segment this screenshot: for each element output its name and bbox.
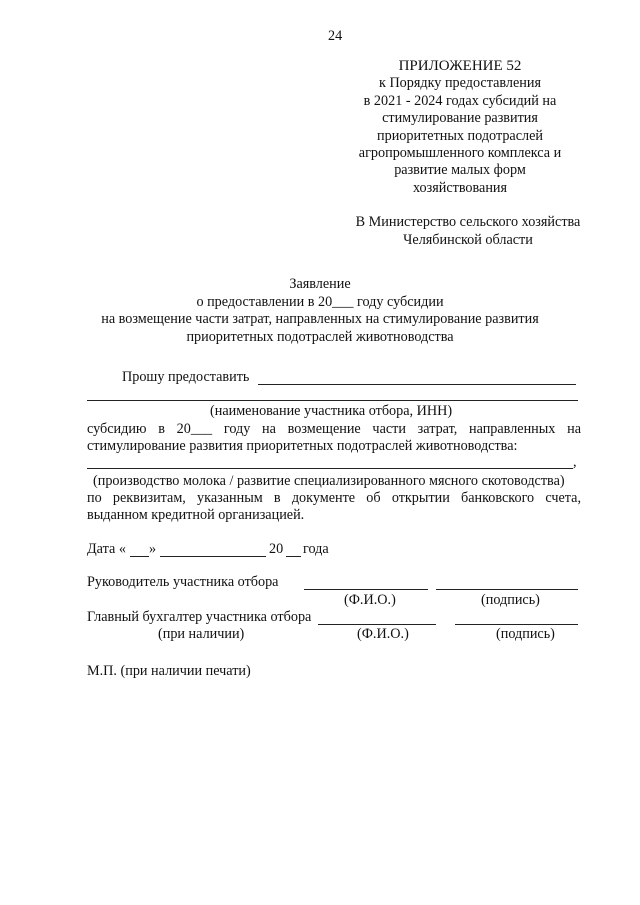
accountant-sign-field[interactable] — [455, 624, 578, 625]
addressee-line: Челябинской области — [403, 231, 533, 248]
head-label: Руководитель участника отбора — [87, 574, 279, 590]
addressee-block — [352, 214, 584, 249]
head-sign-field[interactable] — [436, 589, 578, 590]
heading-line: приоритетных подотраслей животноводства — [186, 328, 454, 345]
head-fio-hint: (Ф.И.О.) — [344, 592, 396, 608]
head-fio-field[interactable] — [304, 589, 428, 590]
appendix-line: к Порядку предоставления — [379, 75, 541, 92]
appendix-title: ПРИЛОЖЕНИЕ 52 — [398, 58, 522, 74]
participant-hint: (наименование участника отбора, ИНН) — [210, 403, 453, 419]
page-number: 24 — [328, 28, 343, 44]
accountant-fio-hint: (Ф.И.О.) — [357, 626, 409, 642]
heading-line: на возмещение части затрат, направленных на стимулирование развития — [101, 311, 539, 328]
date-year-prefix: 20 — [269, 541, 284, 557]
participant-field-continued[interactable] — [87, 400, 578, 401]
appendix-line: приоритетных подотраслей — [377, 127, 543, 144]
stamp-label: М.П. (при наличии печати) — [87, 663, 251, 679]
heading-line: о предоставлении в 20___ году субсидии — [196, 293, 444, 310]
document-heading — [60, 276, 580, 346]
appendix-block — [350, 58, 570, 197]
details-text-continued: выданном кредитной организацией. — [87, 507, 305, 523]
request-label: Прошу предоставить — [122, 369, 250, 385]
participant-field[interactable] — [258, 384, 576, 385]
date-close-quote: » — [149, 541, 157, 557]
date-year-suffix: года — [303, 541, 329, 557]
heading-title: Заявление — [289, 276, 351, 292]
direction-comma: , — [573, 454, 577, 470]
accountant-if-any: (при наличии) — [158, 626, 245, 642]
direction-hint: (производство молока / развитие специализированного мясного скотоводства) — [93, 473, 565, 489]
appendix-line: хозяйствования — [412, 179, 508, 196]
accountant-fio-field[interactable] — [318, 624, 436, 625]
date-day-field[interactable] — [130, 556, 149, 557]
date-label: Дата « — [87, 541, 126, 557]
subsidy-text-continued: стимулирование развития приоритетных подотраслей животноводства: — [87, 438, 518, 454]
accountant-sign-hint: (подпись) — [496, 626, 555, 642]
head-sign-hint: (подпись) — [481, 592, 540, 608]
accountant-label: Главный бухгалтер участника отбора — [87, 609, 312, 625]
details-text: по реквизитам, указанным в документе об открытии банковского счета, — [87, 490, 581, 506]
appendix-line: агропромышленного комплекса и — [358, 145, 562, 162]
appendix-line: развитие малых форм — [394, 162, 526, 179]
direction-field[interactable] — [87, 468, 573, 469]
subsidy-text: субсидию в 20___ году на возмещение части затрат, направленных на — [87, 421, 581, 437]
addressee-line: В Министерство сельского хозяйства — [355, 214, 581, 230]
date-year-field[interactable] — [286, 556, 301, 557]
appendix-line: в 2021 - 2024 годах субсидий на — [363, 92, 557, 109]
appendix-line: стимулирование развития — [382, 110, 538, 127]
date-month-field[interactable] — [160, 556, 266, 557]
